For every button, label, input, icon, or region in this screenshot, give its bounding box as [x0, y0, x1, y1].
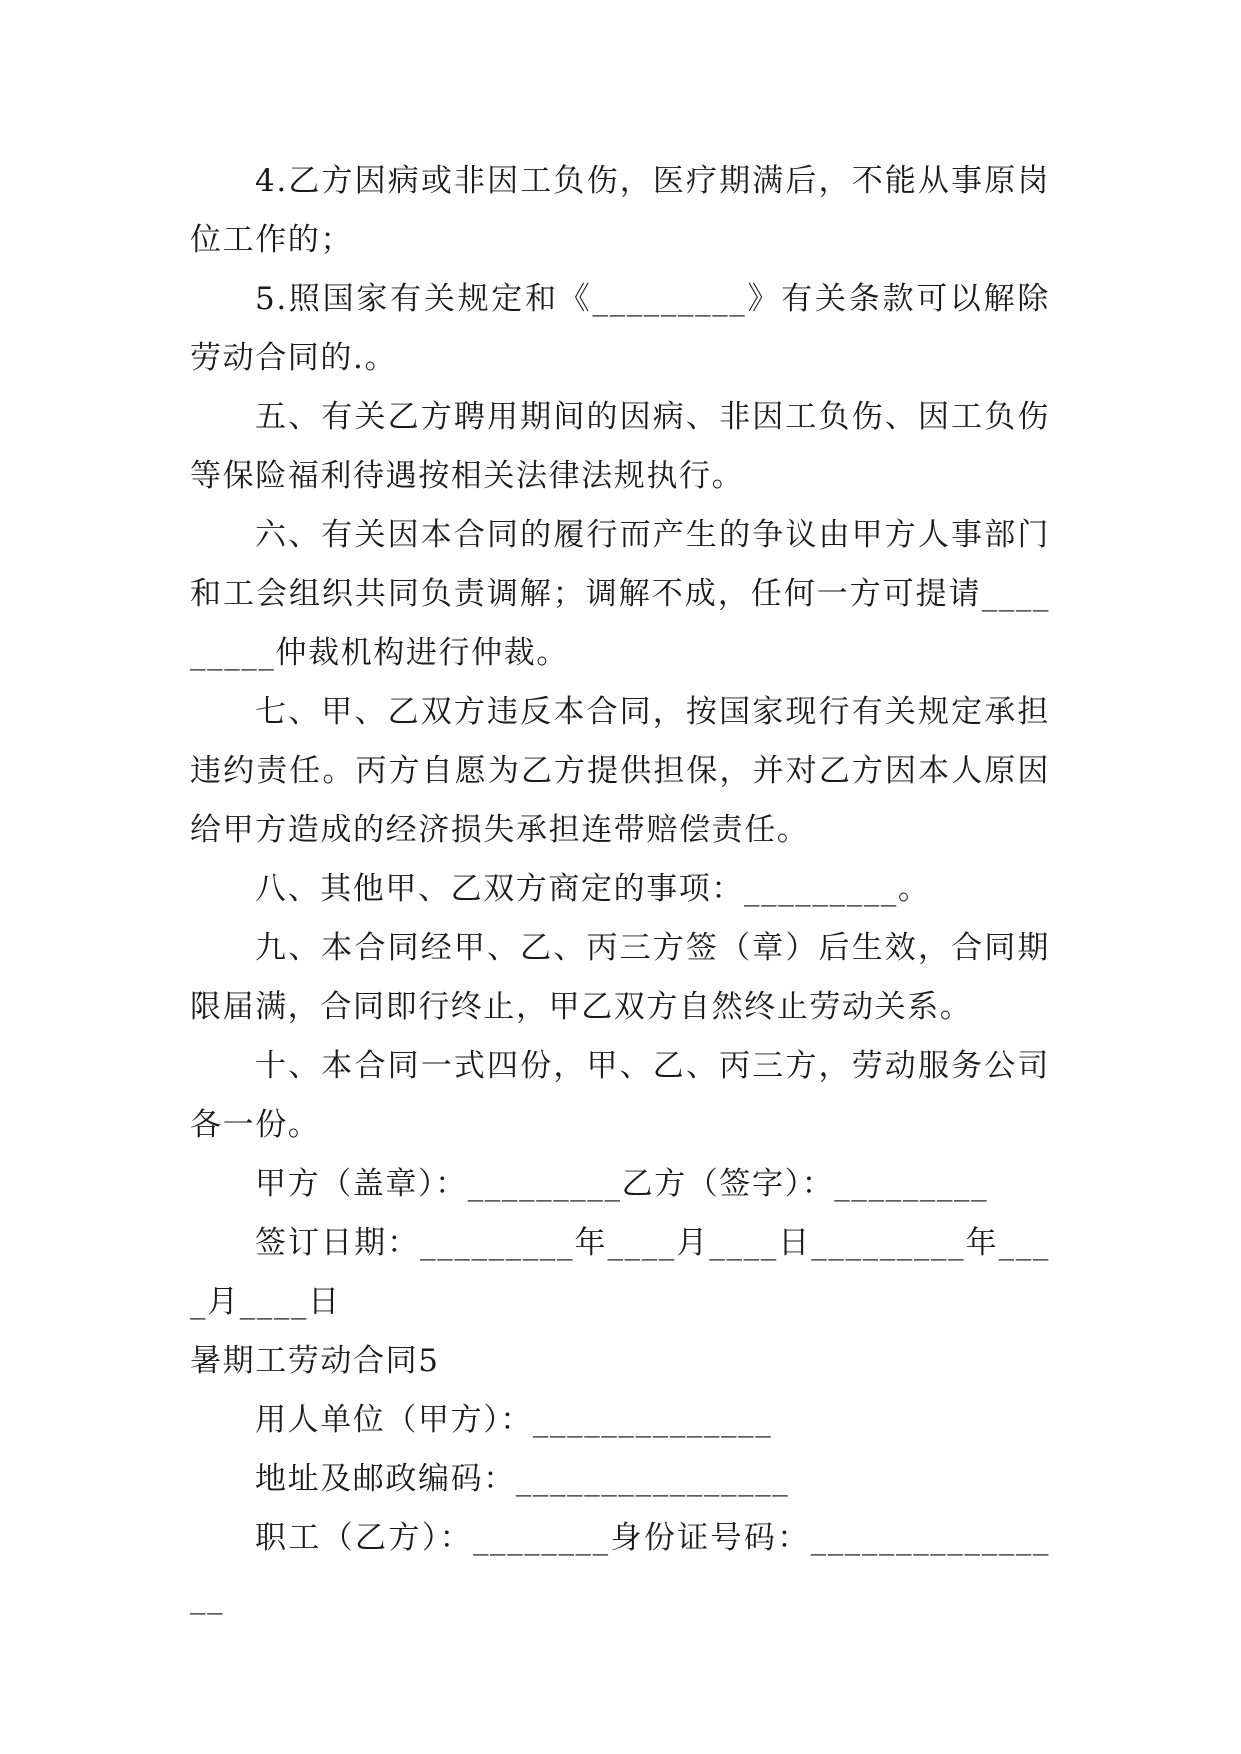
clause-seven: 七、甲、乙双方违反本合同，按国家现行有关规定承担违约责任。丙方自愿为乙方提供担保，并对乙方因本人原因给甲方造成的经济损失承担连带赔偿责任。 — [190, 694, 1050, 848]
document-body — [190, 152, 1050, 1627]
signing-date-line: 签订日期：_________年____月____日_________年____月____日 — [190, 1225, 1050, 1320]
clause-5: 5.照国家有关规定和《_________》有关条款可以解除劳动合同的.。 — [190, 281, 1050, 376]
clause-six: 六、有关因本合同的履行而产生的争议由甲方人事部门和工会组织共同负责调解；调解不成，任何一方可提请_________仲裁机构进行仲裁。 — [190, 517, 1050, 671]
clause-five: 五、有关乙方聘用期间的因病、非因工负伤、因工负伤等保险福利待遇按相关法律法规执行。 — [190, 399, 1050, 494]
employee-id-field: 职工（乙方）：________身份证号码：________________ — [190, 1520, 1050, 1615]
clause-4: 4.乙方因病或非因工负伤，医疗期满后，不能从事原岗位工作的； — [190, 163, 1050, 258]
address-postcode-field: 地址及邮政编码：________________ — [255, 1461, 790, 1497]
clause-eight: 八、其他甲、乙双方商定的事项：_________。 — [255, 871, 931, 907]
section-title: 暑期工劳动合同5 — [190, 1343, 440, 1379]
clause-ten: 十、本合同一式四份，甲、乙、丙三方，劳动服务公司各一份。 — [190, 1048, 1050, 1143]
employer-field: 用人单位（甲方）：______________ — [255, 1402, 773, 1438]
clause-nine: 九、本合同经甲、乙、丙三方签（章）后生效，合同期限届满，合同即行终止，甲乙双方自然终止劳动关系。 — [190, 930, 1050, 1025]
signature-line: 甲方（盖章）：_________乙方（签字）：_________ — [255, 1166, 989, 1202]
